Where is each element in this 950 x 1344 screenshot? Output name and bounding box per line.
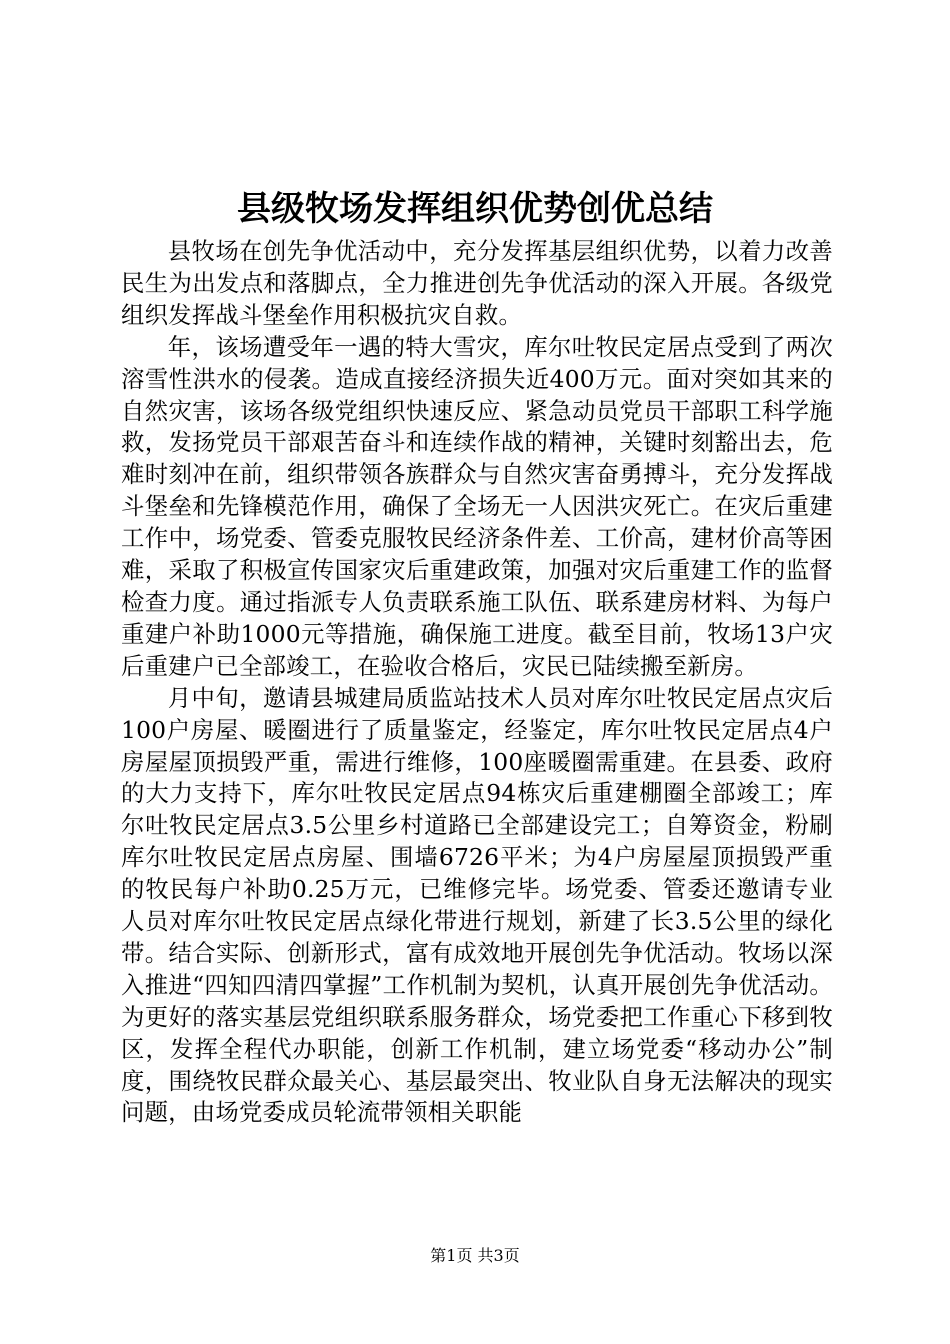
document-body: [121, 236, 833, 1129]
paragraph-3: 月中旬，邀请县城建局质监站技术人员对库尔吐牧民定居点灾后100户房屋、暖圈进行了质量鉴定，经鉴定，库尔吐牧民定居点4户房屋屋顶损毁严重，需进行维修，100座暖圈需重建。在县委、政府的大力支持下，库尔吐牧民定居点94栋灾后重建棚圈全部竣工；库尔吐牧民定居点3.5公里乡村道路已全部建设完工；自筹资金，粉刷库尔吐牧民定居点房屋、围墙6726平米；为4户房屋屋顶损毁严重的牧民每户补助0.25万元，已维修完毕。场党委、管委还邀请专业人员对库尔吐牧民定居点绿化带进行规划，新建了长3.5公里的绿化带。结合实际、创新形式，富有成效地开展创先争优活动。牧场以深入推进“四知四清四掌握”工作机制为契机，认真开展创先争优活动。为更好的落实基层党组织联系服务群众，场党委把工作重心下移到牧区，发挥全程代办职能，创新工作机制，建立场党委“移动办公”制度，围绕牧民群众最关心、基层最突出、牧业队自身无法解决的现实问题，由场党委成员轮流带领相关职能: [121, 683, 833, 1127]
paragraph-1: 县牧场在创先争优活动中，充分发挥基层组织优势，以着力改善民生为出发点和落脚点，全力推进创先争优活动的深入开展。各级党组织发挥战斗堡垒作用积极抗灾自救。: [121, 237, 833, 329]
paragraph-2: 年，该场遭受年一遇的特大雪灾，库尔吐牧民定居点受到了两次溶雪性洪水的侵袭。造成直接经济损失近400万元。面对突如其来的自然灾害，该场各级党组织快速反应、紧急动员党员干部职工科学施救，发扬党员干部艰苦奋斗和连续作战的精神，关键时刻豁出去，危难时刻冲在前，组织带领各族群众与自然灾害奋勇搏斗，充分发挥战斗堡垒和先锋模范作用，确保了全场无一人因洪灾死亡。在灾后重建工作中，场党委、管委克服牧民经济条件差、工价高，建材价高等困难，采取了积极宣传国家灾后重建政策，加强对灾后重建工作的监督检查力度。通过指派专人负责联系施工队伍、联系建房材料、为每户重建户补助1000元等措施，确保施工进度。截至目前，牧场13户灾后重建户已全部竣工，在验收合格后，灾民已陆续搬至新房。: [121, 332, 833, 680]
document-title: 县级牧场发挥组织优势创优总结: [237, 189, 713, 229]
page-footer: 第1页 共3页: [430, 1246, 520, 1265]
